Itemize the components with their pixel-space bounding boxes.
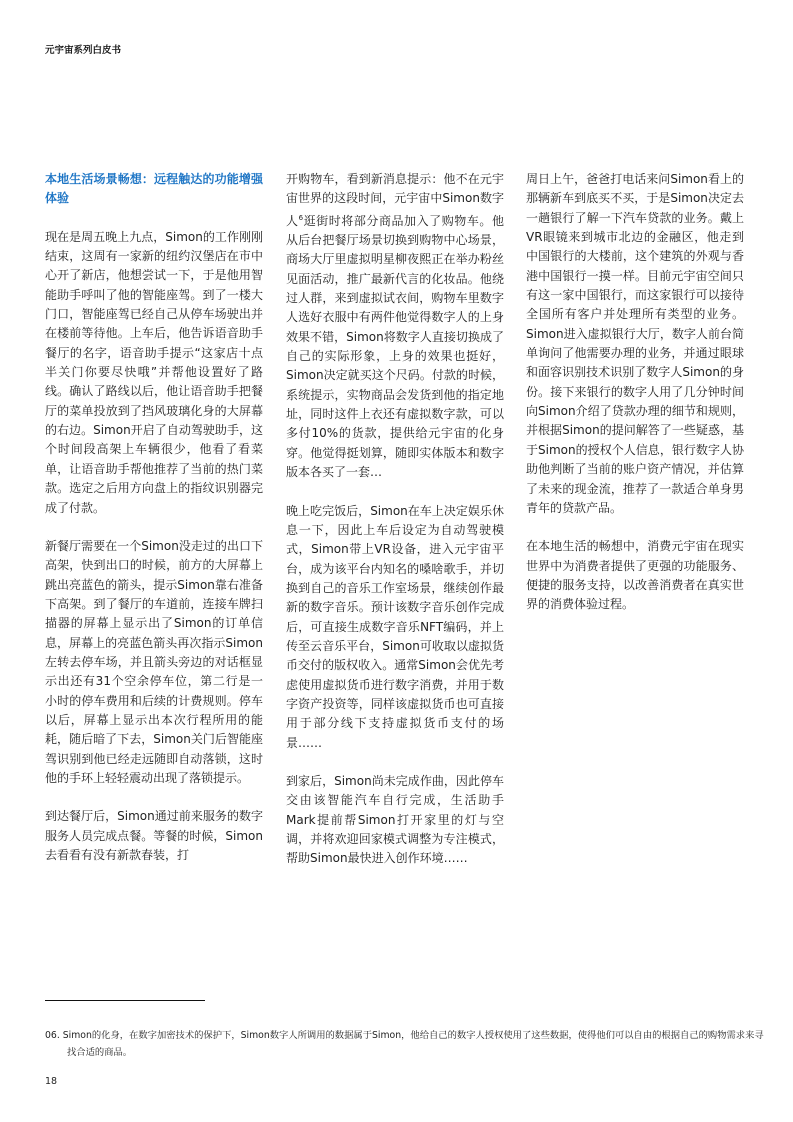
footnote: 06. Simon的化身，在数字加密技术的保护下，Simon数字人所调用的数据属于Simon，他给自己的数字人授权使用了这些数据，使得他们可以自由的根据自己的购物需求来寻找合适的商品。 <box>45 1030 764 1058</box>
text-column-3 <box>526 170 744 634</box>
footnote-divider <box>45 1000 205 1001</box>
paragraph-summary: 在本地生活的畅想中，消费元宇宙在现实世界中为消费者提供了更强的功能服务、便捷的服务支持，以改善消费者在真实世界的消费体验过程。 <box>526 539 744 612</box>
paragraph-arrive-restaurant: 到达餐厅后，Simon通过前来服务的数字服务人员完成点餐。等餐的时候，Simon去看看有没有新款春装，打 <box>45 809 263 862</box>
section-heading: 本地生活场景畅想：远程触达的功能增强体验 <box>45 172 263 206</box>
paragraph-friday-night: 现在是周五晚上九点，Simon的工作刚刚结束，这周有一家新的纽约汉堡店在市中心开了新店，他想尝试一下，于是他用智能助手呼叫了他的智能座驾。到了一楼大门口，智能座驾已经自己从停车场驶出并在楼前等待他。上车后，他告诉语音助手餐厅的名字，语音助手提示“这家店十点半关门你要尽快哦”并帮他设置好了路线。确认了路线以后，他让语音助手把餐厅的菜单投放到了挡风玻璃化身的大屏幕的右边。Simon开启了自动驾驶助手，这个时间段高架上车辆很少，他看了看菜单，让语音助手帮他推荐了当前的热门菜款。选定之后用方向盘上的指纹识别器完成了付款。 <box>45 229 263 515</box>
text-column-2 <box>286 170 504 888</box>
paragraph-text-part: 开购物车，看到新消息提示：他不在元宇宙世界的这段时间，元宇宙中Simon数字人 <box>286 172 504 228</box>
text-column-1 <box>45 170 263 884</box>
footnote-ref: 6 <box>298 213 304 222</box>
paragraph-new-restaurant: 新餐厅需要在一个Simon没走过的出口下高架，快到出口的时候，前方的大屏幕上跳出亮蓝色的箭头，提示Simon靠右准备下高架。到了餐厅的车道前，连接车牌扫描器的屏幕上显示出了Simon的订单信息，屏幕上的亮蓝色箭头再次指示Simon左转去停车场，并且箭头旁边的对话框显示出还有31个空余停车位，第二行是一小时的停车费用和后续的计费规则。停车以后，屏幕上显示出本次行程所用的能耗，随后暗了下去，Simon关门后智能座驾识别到他已经走远随即自动落锁，这时他的手环上轻轻震动出现了落锁提示。 <box>45 538 263 785</box>
paragraph-text-part: 逛街时将部分商品加入了购物车。他从后台把餐厅场景切换到购物中心场景，商场大厅里虚拟明星柳夜熙正在举办粉丝见面活动，推广最新代言的化妆品。他绕过人群，来到虚拟试衣间，购物车里数字人选好衣服中有两件他觉得数字人的上身效果不错，Simon将数字人直接切换成了自己的实际形象，上身的效果也挺好，Simon决定就买这个尺码。付款的时候，系统提示，实物商品会发货到他的指定地址，同时这件上衣还有虚拟数字款，可以多付10%的货款，提供给元宇宙的化身穿。他觉得挺划算，随即实体版本和数字版本各买了一套… <box>286 213 504 480</box>
paragraph-shopping-cart <box>286 170 504 483</box>
page-number: 18 <box>45 1076 58 1087</box>
paragraph-arrive-home: 到家后，Simon尚未完成作曲，因此停车交由该智能汽车自行完成，生活助手Mark提前帮Simon打开家里的灯与空调，并将欢迎回家模式调整为专注模式，帮助Simon最快进入创作环境…… <box>286 773 504 866</box>
paragraph-music-creation: 晚上吃完饭后，Simon在车上决定娱乐休息一下，因此上车后设定为自动驾驶模式，Simon带上VR设备，进入元宇宙平台，成为该平台内知名的嗓啥歌手，并切换到自己的音乐工作室场景，继续创作最新的数字音乐。预计该数字音乐创作完成后，可直接生成数字音乐NFT编码，并上传至云音乐平台，Simon可收取以虚拟货币交付的版权收入。通常Simon会优先考虑使用虚拟货币进行数字消费，并用于数字资产投资等，同样该虚拟货币也可直接用于部分线下支持虚拟货币支付的场景…… <box>286 503 504 750</box>
document-series-title: 元宇宙系列白皮书 <box>45 45 122 56</box>
paragraph-bank-visit: 周日上午，爸爸打电话来问Simon看上的那辆新车到底买不买，于是Simon决定去一趟银行了解一下汽车贷款的业务。戴上VR眼镜来到城市北边的金融区，他走到中国银行的大楼前，这个建筑的外观与香港中国银行一摸一样。目前元宇宙空间只有这一家中国银行，而这家银行可以接待全国所有客户并处理所有类型的业务。Simon进入虚拟银行大厅，数字人前台简单询问了他需要办理的业务，并通过眼球和面容识别技术识别了数字人Simon的身份。接下来银行的数字人用了几分钟时间向Simon介绍了贷款办理的细节和规则，并根据Simon的提问解答了一些疑惑，基于Simon的授权个人信息，银行数字人协助他判断了当前的账户资产情况，并估算了未来的现金流，推荐了一款适合单身男青年的贷款产品。 <box>526 172 744 515</box>
